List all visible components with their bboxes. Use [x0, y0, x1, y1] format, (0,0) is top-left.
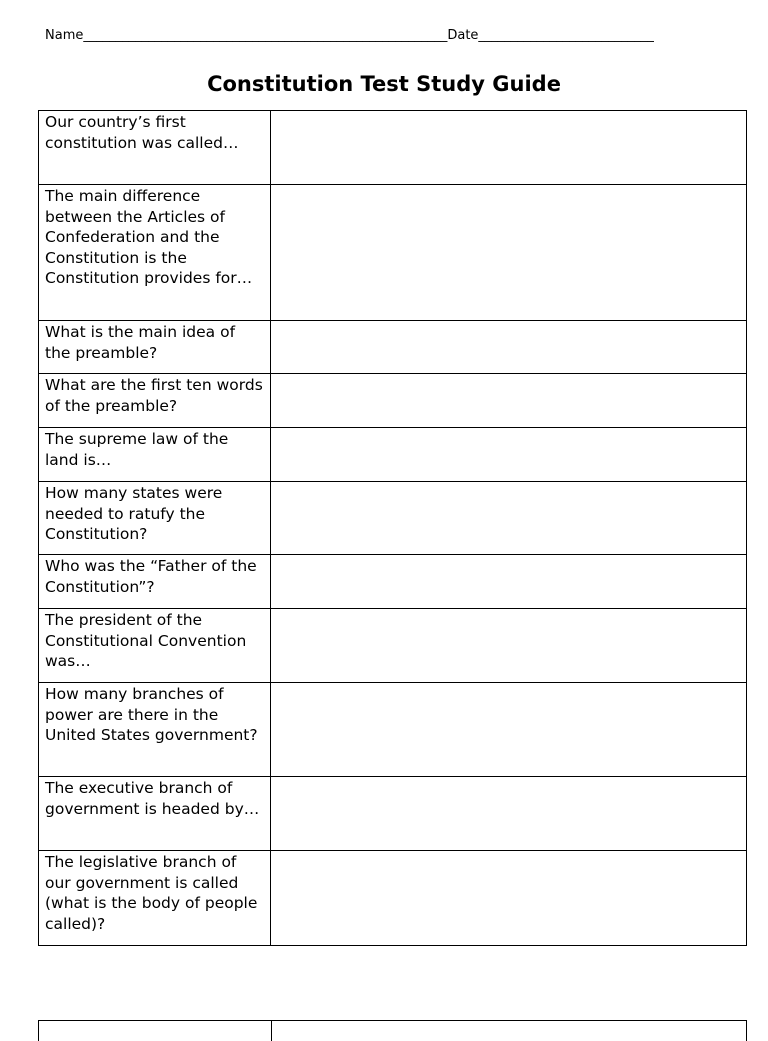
answer-cell[interactable]: [271, 321, 747, 374]
table-row: [39, 683, 747, 777]
table-row: [39, 482, 747, 555]
answer-cell[interactable]: [271, 185, 747, 321]
question-cell: The executive branch of government is headed by…: [39, 777, 271, 851]
study-guide-table: [38, 110, 747, 946]
question-cell: The supreme law of the land is…: [39, 428, 271, 482]
table-row: [39, 185, 747, 321]
answer-cell[interactable]: [271, 683, 747, 777]
answer-cell[interactable]: [271, 609, 747, 683]
table-row: [39, 374, 747, 428]
answer-cell[interactable]: [271, 555, 747, 609]
question-cell: The president of the Constitutional Convention was…: [39, 609, 271, 683]
question-cell: How many branches of power are there in the United States government?: [39, 683, 271, 777]
answer-cell[interactable]: [271, 374, 747, 428]
next-page-table-edge: [38, 1020, 747, 1041]
question-cell: How many states were needed to ratufy the Constitution?: [39, 482, 271, 555]
table-row: [39, 111, 747, 185]
answer-cell[interactable]: [271, 428, 747, 482]
answer-cell[interactable]: [271, 482, 747, 555]
answer-cell[interactable]: [271, 111, 747, 185]
question-cell: What are the first ten words of the preamble?: [39, 374, 271, 428]
page-title: Constitution Test Study Guide: [207, 72, 561, 96]
table-row: [39, 555, 747, 609]
answer-cell[interactable]: [271, 851, 747, 946]
answer-cell[interactable]: [271, 777, 747, 851]
table-row: [39, 777, 747, 851]
table-row: [39, 428, 747, 482]
question-cell: Our country’s first constitution was called…: [39, 111, 271, 185]
question-cell: What is the main idea of the preamble?: [39, 321, 271, 374]
question-cell: The main difference between the Articles of Confederation and the Constitution is the Constitution provides for…: [39, 185, 271, 321]
name-date-line: Name________________________________________________________Date___________________________: [45, 28, 654, 43]
question-cell: Who was the “Father of the Constitution”?: [39, 555, 271, 609]
table-row: [39, 321, 747, 374]
column-divider: [271, 1021, 272, 1041]
table-row: [39, 609, 747, 683]
question-cell: The legislative branch of our government is called (what is the body of people called)?: [39, 851, 271, 946]
table-row: [39, 851, 747, 946]
